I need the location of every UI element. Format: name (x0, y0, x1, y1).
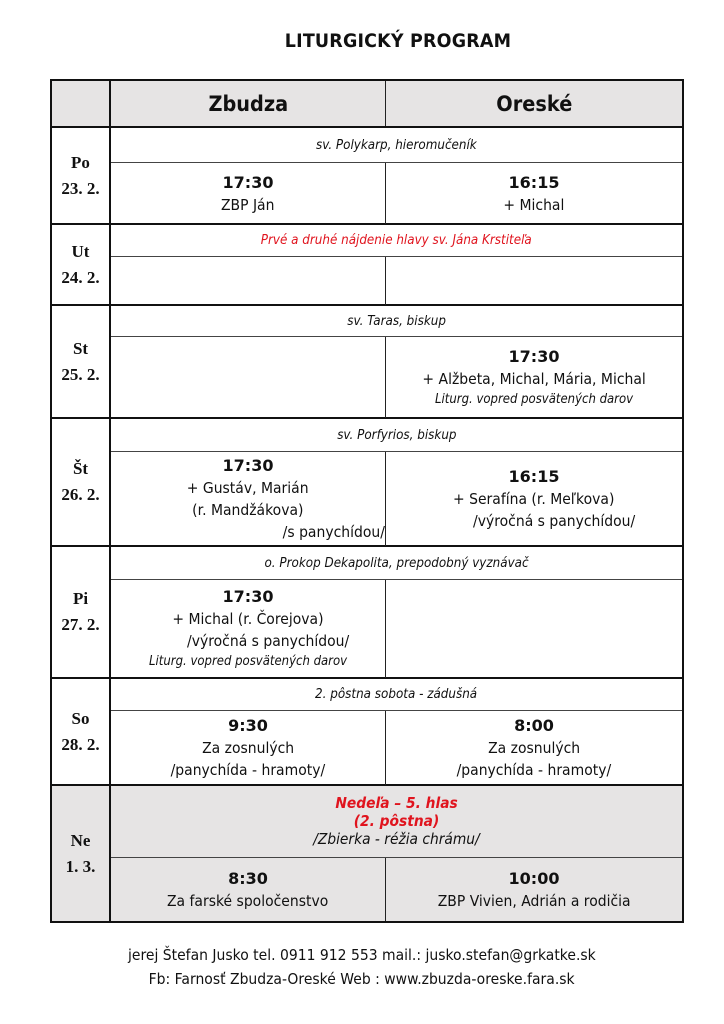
service-oreske (386, 338, 682, 417)
feast-text: sv. Polykarp, hieromučeník (316, 137, 477, 153)
feast-text: Prvé a druhé nájdenie hlavy sv. Jána Krstiteľa (261, 233, 532, 248)
day-label (52, 419, 109, 545)
service-time: 8:00 (514, 716, 554, 735)
feast-text: 2. pôstna sobota - zádušná (315, 687, 478, 702)
feast-divider (111, 579, 682, 580)
feast-divider (111, 336, 682, 337)
feast-divider (111, 451, 682, 452)
day-date: 1. 3. (65, 856, 96, 876)
day-name: Ne (70, 830, 91, 850)
liturgical-table (50, 79, 684, 923)
feast-divider (111, 857, 682, 858)
service-time: 10:00 (508, 869, 560, 888)
day-name: Pi (72, 589, 89, 608)
service-oreske (386, 859, 682, 921)
feast-cell (111, 306, 682, 336)
feast-cell (111, 786, 682, 857)
feast-cell (111, 547, 682, 579)
service-intention: /panychída - hramoty/ (170, 761, 326, 779)
service-time: 8:30 (228, 869, 268, 888)
service-intention: ZBP Ján (221, 195, 275, 214)
service-time: 17:30 (508, 346, 560, 366)
column-header-zbudza (111, 81, 385, 127)
service-time: 16:15 (508, 172, 560, 192)
service-intention: Za farské spoločenstvo (167, 892, 329, 910)
web-line: Fb: Farnosť Zbudza-Oreské Web : www.zbuzda-oreske.fara.sk (149, 970, 575, 988)
day-date: 24. 2. (61, 267, 100, 287)
contact-line: jerej Štefan Jusko tel. 0911 912 553 mail.: jusko.stefan@grkatke.sk (128, 946, 596, 964)
service-note: Liturg. vopred posvätených darov (148, 654, 348, 669)
day-name: Št (72, 459, 89, 478)
day-name: So (71, 708, 90, 728)
day-label (52, 786, 109, 921)
feast-divider (111, 162, 682, 163)
service-oreske (386, 453, 682, 545)
service-intention: Za zosnulých (488, 739, 580, 757)
service-intention: /s panychídou/ (283, 523, 386, 541)
feast-cell (111, 419, 682, 451)
service-intention: + Serafína (r. Meľkova) (453, 490, 615, 508)
day-label (52, 679, 109, 784)
service-zbudza (111, 581, 385, 677)
service-intention: + Michal (r. Čorejova) (172, 610, 324, 628)
feast-text: sv. Porfyrios, biskup (336, 427, 457, 443)
service-intention: /výročná s panychídou/ (472, 512, 636, 530)
service-zbudza (111, 453, 385, 545)
service-divider (385, 580, 386, 678)
day-date: 25. 2. (61, 364, 100, 384)
day-label (52, 547, 109, 677)
day-name: St (72, 338, 89, 358)
day-label (52, 306, 109, 417)
day-date: 28. 2. (61, 734, 100, 754)
service-zbudza (111, 164, 385, 223)
column-header-oreske (386, 81, 682, 127)
contact-footer (0, 944, 724, 967)
service-zbudza (111, 712, 385, 784)
day-label (52, 225, 109, 304)
service-intention: (r. Mandžákova) (192, 501, 304, 519)
day-name: Ut (71, 241, 90, 261)
service-time: 17:30 (222, 456, 274, 475)
service-zbudza (111, 859, 385, 921)
feast-subtext: /Zbierka - réžia chrámu/ (313, 830, 480, 848)
day-date: 26. 2. (61, 485, 100, 504)
page-title: LITURGICKÝ PROGRAM (284, 30, 512, 52)
service-time: 9:30 (228, 716, 268, 735)
feast-cell (111, 679, 682, 710)
service-note: Liturg. vopred posvätených darov (434, 391, 634, 407)
service-intention: + Gustáv, Marián (187, 479, 309, 497)
day-date: 23. 2. (61, 178, 100, 198)
service-intention: /panychída - hramoty/ (456, 761, 612, 779)
service-intention: Za zosnulých (202, 739, 294, 757)
service-time: 16:15 (508, 467, 560, 486)
service-oreske (386, 164, 682, 223)
service-divider (385, 257, 386, 305)
column-header-zbudza-label: Zbudza (208, 92, 288, 116)
web-footer (0, 968, 724, 991)
service-time: 17:30 (222, 587, 274, 606)
day-date: 27. 2. (61, 615, 100, 634)
service-oreske (386, 712, 682, 784)
feast-text: o. Prokop Dekapolita, prepodobný vyznávač (264, 555, 529, 571)
column-header-oreske-label: Oreské (495, 92, 572, 116)
service-intention: ZBP Vivien, Adrián a rodičia (437, 892, 631, 910)
feast-text: (2. pôstna) (353, 812, 440, 830)
day-label (52, 128, 109, 223)
service-intention: + Michal (503, 195, 565, 214)
service-time: 17:30 (222, 172, 274, 192)
feast-divider (111, 256, 682, 257)
service-intention: + Alžbeta, Michal, Mária, Michal (422, 369, 646, 388)
feast-text: sv. Taras, biskup (347, 313, 446, 329)
feast-text: Nedeľa – 5. hlas (335, 794, 458, 812)
day-name: Po (71, 152, 90, 172)
feast-divider (111, 710, 682, 711)
service-intention: /výročná s panychídou/ (186, 632, 350, 650)
feast-cell (111, 225, 682, 256)
feast-cell (111, 128, 682, 162)
